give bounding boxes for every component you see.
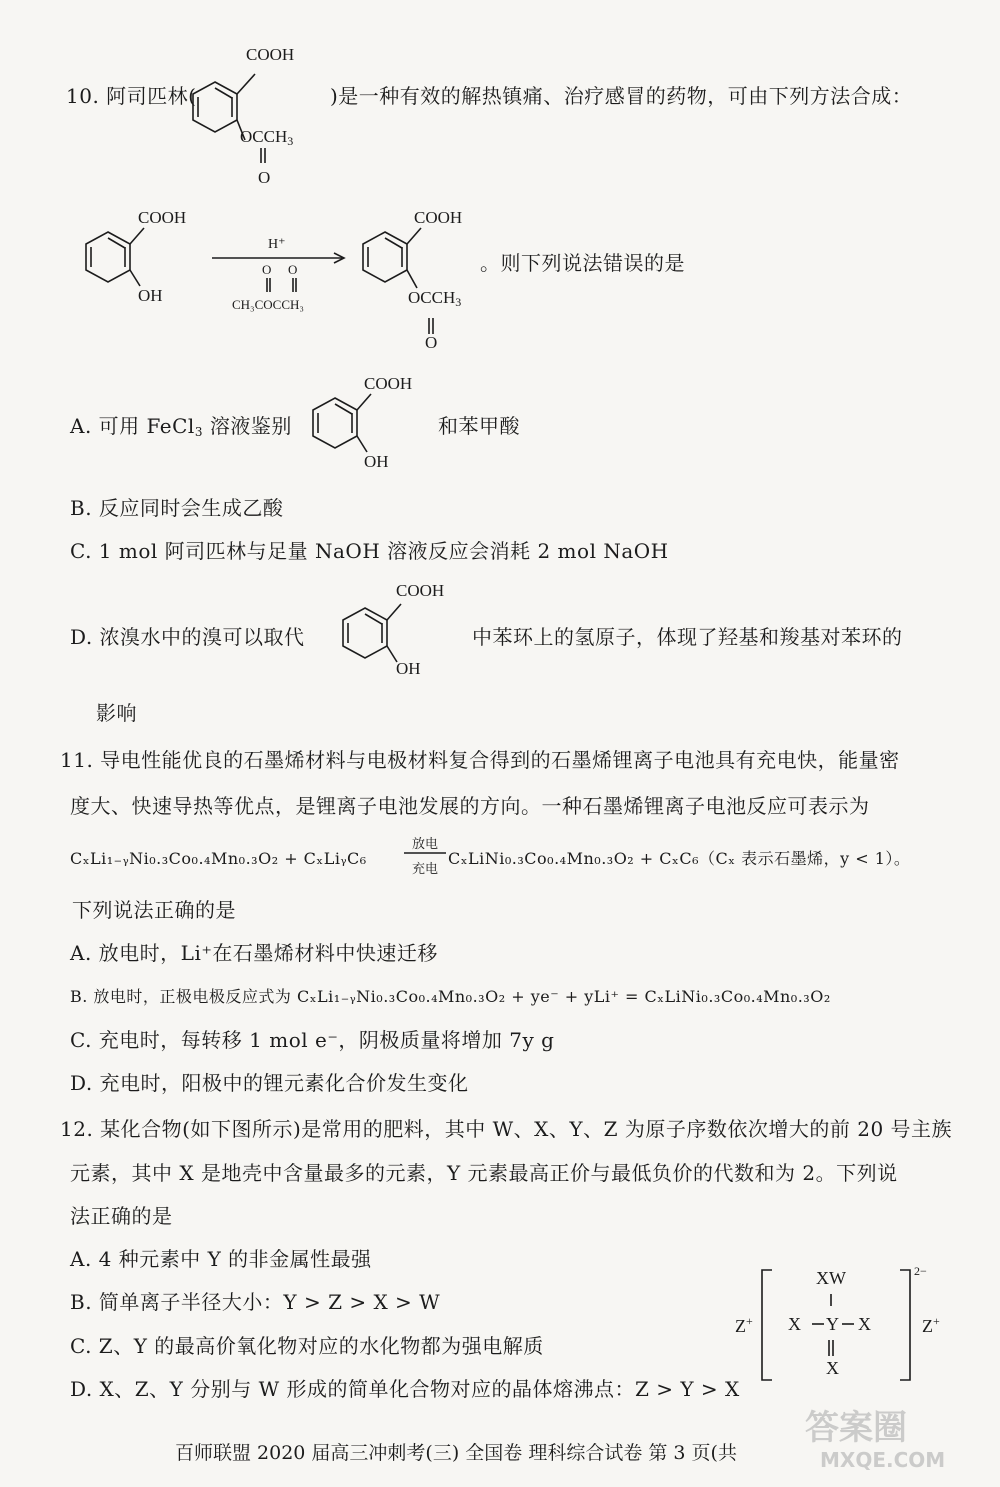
q11-option-b: B. 放电时，正极电极反应式为 CₓLi₁₋ᵧNi₀.₃Co₀.₄Mn₀.₃O₂ + ye⁻ + yLi⁺ = CₓLiNi₀.₃Co₀.₄Mn₀.₃O₂ xyxy=(70,987,831,1006)
struct-right-x: X xyxy=(858,1314,871,1334)
aspirin-ester-sub: 3 xyxy=(287,134,294,148)
q11-option-d: D. 充电时，阳极中的锂元素化合价发生变化 xyxy=(70,1071,469,1095)
product-ester-sub: 3 xyxy=(455,295,462,309)
q10-option-b: B. 反应同时会生成乙酸 xyxy=(70,496,284,520)
q11-option-c: C. 充电时，每转移 1 mol e⁻，阴极质量将增加 7y g xyxy=(70,1028,555,1052)
q11-equilibrium-arrow-icon xyxy=(404,850,448,856)
q11-option-a: A. 放电时，Li⁺在石墨烯材料中快速迁移 xyxy=(70,941,438,965)
q12-option-b: B. 简单离子半径大小：Y > Z > X > W xyxy=(70,1290,441,1314)
q10-option-a-mid: 溶液鉴别 xyxy=(202,414,292,438)
q10-option-d-post: 中苯环上的氢原子，体现了羟基和羧基对苯环的 xyxy=(472,625,903,649)
product-ester xyxy=(408,288,461,310)
arrow-reagent: CH₃COCCH₃ xyxy=(232,297,304,312)
reactant-cooh: COOH xyxy=(138,208,187,227)
q11-equation-right: CₓLiNi₀.₃Co₀.₄Mn₀.₃O₂ + CₓC₆（Cₓ 表示石墨烯，y < 1）。 xyxy=(448,849,911,868)
aspirin-product-structure-icon xyxy=(355,222,475,352)
struct-z-right xyxy=(922,1314,940,1337)
q11-prompt: 下列说法正确的是 xyxy=(72,898,236,922)
struct-bottom-x: X xyxy=(826,1358,839,1378)
struct-charge: 2− xyxy=(914,1264,927,1278)
watermark-site: MXQE.COM xyxy=(820,1448,946,1472)
option-d-cooh: COOH xyxy=(396,581,445,600)
watermark-logo: 答案圈 xyxy=(805,1408,907,1448)
option-a-cooh: COOH xyxy=(364,374,413,393)
arrow-catalyst: H⁺ xyxy=(268,237,286,252)
q10-stem-post: )是一种有效的解热镇痛、治疗感冒的药物，可由下列方法合成： xyxy=(330,84,913,108)
q10-option-a-sub: 3 xyxy=(194,425,203,439)
q11-equation-left: CₓLi₁₋ᵧNi₀.₃Co₀.₄Mn₀.₃O₂ + CₓLiᵧC₆ xyxy=(70,849,367,868)
q12-line-3: 法正确的是 xyxy=(70,1204,173,1228)
product-ester-text: OCCH xyxy=(408,288,456,307)
q10-option-d-cont: 影响 xyxy=(96,701,137,725)
page-footer: 百师联盟 2020 届高三冲刺考(三) 全国卷 理科综合试卷 第 3 页(共 xyxy=(175,1442,737,1464)
struct-center-y: Y xyxy=(826,1314,839,1334)
q10-option-a-post: 和苯甲酸 xyxy=(438,414,520,438)
option-d-oh: OH xyxy=(396,659,421,678)
q12-line-2: 元素，其中 X 是地壳中含量最多的元素，Y 元素最高正价与最低负价的代数和为 2。下列说 xyxy=(70,1161,898,1185)
q12-option-c: C. Z、Y 的最高价氧化物对应的水化物都为强电解质 xyxy=(70,1334,544,1358)
reactant-oh: OH xyxy=(138,286,163,305)
q12-line-1: 12. 某化合物(如下图所示)是常用的肥料，其中 W、X、Y、Z 为原子序数依次增大的前 20 号主族 xyxy=(60,1117,953,1141)
q10-option-c: C. 1 mol 阿司匹林与足量 NaOH 溶液反应会消耗 2 mol NaOH xyxy=(70,539,669,563)
struct-z-left xyxy=(735,1314,753,1337)
q12-option-a: A. 4 种元素中 Y 的非金属性最强 xyxy=(70,1247,372,1271)
aspirin-ester xyxy=(240,127,293,149)
struct-z-right-text: Z xyxy=(922,1316,933,1336)
aspirin-carbonyl-o: O xyxy=(258,168,271,187)
q10-option-a xyxy=(70,413,292,445)
q10-option-a-pre: A. 可用 FeCl xyxy=(70,414,195,438)
arrow-o-right: O xyxy=(288,262,298,277)
q11-line-2: 度大、快速导热等优点，是锂离子电池发展的方向。一种石墨烯锂离子电池反应可表示为 xyxy=(70,794,870,818)
struct-z-left-text: Z xyxy=(735,1316,746,1336)
q11-arrow-bottom: 充电 xyxy=(412,861,439,876)
arrow-o-left: O xyxy=(262,262,272,277)
struct-z-left-charge: + xyxy=(746,1314,753,1328)
q10-stem-pre: 10. 阿司匹林( xyxy=(66,84,197,108)
q11-arrow-top: 放电 xyxy=(412,836,439,851)
struct-z-right-charge: + xyxy=(933,1314,940,1328)
reaction-arrow-icon xyxy=(212,252,352,264)
option-a-oh: OH xyxy=(364,452,389,471)
q11-line-1: 11. 导电性能优良的石墨烯材料与电极材料复合得到的石墨烯锂离子电池具有充电快，能量密 xyxy=(60,748,900,772)
struct-left-x: X xyxy=(788,1314,801,1334)
aspirin-cooh: COOH xyxy=(246,45,295,64)
aspirin-ester-text: OCCH xyxy=(240,127,288,146)
arrow-carbonyl-bonds-icon xyxy=(262,278,302,298)
q12-option-d: D. X、Z、Y 分别与 W 形成的简单化合物对应的晶体熔沸点：Z > Y > X xyxy=(70,1377,740,1401)
struct-top-xw: XW xyxy=(816,1268,846,1288)
q10-option-d-pre: D. 浓溴水中的溴可以取代 xyxy=(70,625,305,649)
q10-question-tail: 。则下列说法错误的是 xyxy=(480,251,685,275)
product-carbonyl-o: O xyxy=(425,333,438,352)
product-cooh: COOH xyxy=(414,208,463,227)
aspirin-structure-icon xyxy=(185,60,305,170)
